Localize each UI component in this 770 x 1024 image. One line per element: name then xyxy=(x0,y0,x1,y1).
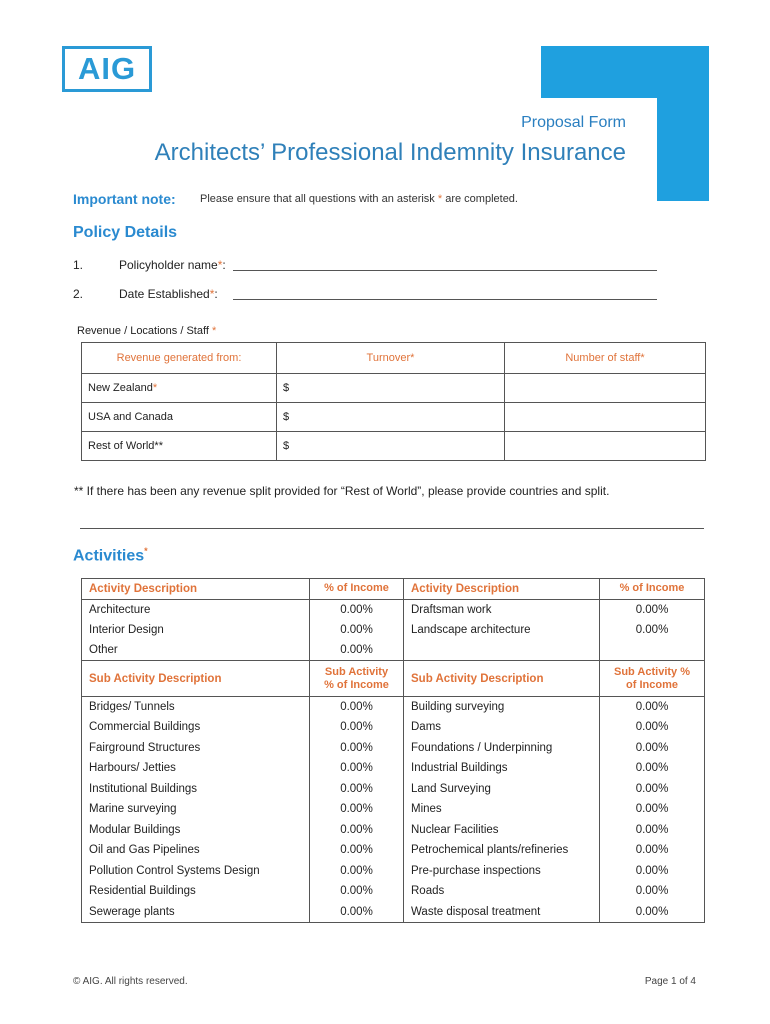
sub-activity-percent[interactable]: 0.00% xyxy=(310,881,404,902)
revenue-table xyxy=(81,342,706,461)
sub-activity-percent[interactable]: 0.00% xyxy=(600,840,705,861)
copyright: © AIG. All rights reserved. xyxy=(73,976,188,987)
activity-name: Interior Design xyxy=(82,620,310,641)
sub-activity-percent[interactable]: 0.00% xyxy=(600,820,705,841)
sub-activity-row xyxy=(82,840,705,861)
activity-percent[interactable]: 0.00% xyxy=(310,620,404,641)
sub-activity-percent[interactable]: 0.00% xyxy=(310,799,404,820)
region-name: Rest of World** xyxy=(82,432,277,461)
sub-activity-name: Nuclear Facilities xyxy=(404,820,600,841)
required-asterisk: * xyxy=(144,546,148,556)
sub-activity-name: Pre-purchase inspections xyxy=(404,861,600,882)
turnover-input[interactable]: $ xyxy=(277,432,505,461)
header-sub-activity-percent: Sub Activity % of Income xyxy=(310,661,404,697)
page-title: Architects’ Professional Indemnity Insurance xyxy=(154,139,626,166)
sub-activity-percent[interactable]: 0.00% xyxy=(600,881,705,902)
region-name: New Zealand xyxy=(88,382,153,394)
sub-activity-row xyxy=(82,902,705,923)
activity-percent[interactable]: 0.00% xyxy=(600,599,705,620)
sub-activity-name: Pollution Control Systems Design xyxy=(82,861,310,882)
empty-cell xyxy=(600,640,705,661)
sub-activity-name: Foundations / Underpinning xyxy=(404,738,600,759)
note-asterisk: * xyxy=(437,193,443,205)
sub-activity-row xyxy=(82,779,705,800)
activity-name: Other xyxy=(82,640,310,661)
staff-input[interactable] xyxy=(505,432,706,461)
activity-percent[interactable]: 0.00% xyxy=(310,599,404,620)
sub-activity-row xyxy=(82,881,705,902)
sub-activity-percent[interactable]: 0.00% xyxy=(310,758,404,779)
sub-activity-percent[interactable]: 0.00% xyxy=(600,861,705,882)
sub-activity-percent[interactable]: 0.00% xyxy=(600,717,705,738)
turnover-input[interactable]: $ xyxy=(277,374,505,403)
page-number: Page 1 of 4 xyxy=(644,976,696,987)
sub-activity-percent[interactable]: 0.00% xyxy=(310,820,404,841)
activity-name: Draftsman work xyxy=(404,599,600,620)
sub-activity-percent[interactable]: 0.00% xyxy=(600,902,705,923)
region-name: USA and Canada xyxy=(82,403,277,432)
date-established-label: Date Established xyxy=(119,287,210,301)
sub-activity-percent[interactable]: 0.00% xyxy=(310,861,404,882)
empty-cell xyxy=(404,640,600,661)
date-established-input[interactable] xyxy=(233,285,657,300)
form-subtitle: Proposal Form xyxy=(521,114,626,131)
important-note-text xyxy=(200,193,518,205)
activities-table xyxy=(81,578,705,923)
important-note-label: Important note: xyxy=(73,191,176,207)
header-sub-activity-description: Sub Activity Description xyxy=(82,661,310,697)
sub-activity-percent[interactable]: 0.00% xyxy=(600,697,705,718)
revenue-row-usa-canada xyxy=(82,403,706,432)
sub-activity-name: Mines xyxy=(404,799,600,820)
header-sub-activity-description: Sub Activity Description xyxy=(404,661,600,697)
sub-activity-row xyxy=(82,697,705,718)
sub-activity-name: Dams xyxy=(404,717,600,738)
brand-bracket-side xyxy=(657,46,709,201)
sub-activity-name: Sewerage plants xyxy=(82,902,310,923)
activity-header-row xyxy=(82,579,705,600)
note-text-before: Please ensure that all questions with an asterisk xyxy=(200,193,435,205)
sub-activity-row xyxy=(82,799,705,820)
sub-activity-name: Oil and Gas Pipelines xyxy=(82,840,310,861)
sub-activity-name: Residential Buildings xyxy=(82,881,310,902)
header-sub-activity-percent: Sub Activity % of Income xyxy=(600,661,705,697)
activity-name: Architecture xyxy=(82,599,310,620)
policyholder-name-input[interactable] xyxy=(233,256,657,271)
revenue-label-text: Revenue / Locations / Staff xyxy=(77,325,209,337)
label-colon: : xyxy=(222,258,226,272)
sub-activity-row xyxy=(82,758,705,779)
aig-logo: AIG xyxy=(62,46,152,92)
sub-activity-name: Building surveying xyxy=(404,697,600,718)
staff-input[interactable] xyxy=(505,374,706,403)
sub-activity-percent[interactable]: 0.00% xyxy=(310,697,404,718)
sub-activity-name: Fairground Structures xyxy=(82,738,310,759)
activities-title-text: Activities xyxy=(73,547,145,565)
activity-name: Landscape architecture xyxy=(404,620,600,641)
section-divider xyxy=(80,528,704,529)
region-cell xyxy=(82,374,277,403)
required-asterisk: * xyxy=(152,382,158,394)
sub-activity-percent[interactable]: 0.00% xyxy=(310,717,404,738)
sub-activity-header-row xyxy=(82,661,705,697)
turnover-input[interactable]: $ xyxy=(277,403,505,432)
activity-row xyxy=(82,620,705,641)
sub-activity-row xyxy=(82,820,705,841)
sub-activity-name: Modular Buildings xyxy=(82,820,310,841)
activity-percent[interactable]: 0.00% xyxy=(310,640,404,661)
required-asterisk: * xyxy=(217,258,223,272)
sub-activity-name: Bridges/ Tunnels xyxy=(82,697,310,718)
revenue-header-row xyxy=(82,343,706,374)
field-number: 1. xyxy=(73,258,84,272)
activity-percent[interactable]: 0.00% xyxy=(600,620,705,641)
sub-activity-name: Land Surveying xyxy=(404,779,600,800)
field-number: 2. xyxy=(73,287,84,301)
required-asterisk: * xyxy=(211,325,217,337)
header-turnover: Turnover* xyxy=(277,343,505,374)
policyholder-name-label: Policyholder name xyxy=(119,258,218,272)
sub-activity-name: Industrial Buildings xyxy=(404,758,600,779)
activity-row xyxy=(82,640,705,661)
activities-title xyxy=(73,546,148,565)
sub-activity-name: Petrochemical plants/refineries xyxy=(404,840,600,861)
sub-activity-name: Commercial Buildings xyxy=(82,717,310,738)
sub-activity-percent[interactable]: 0.00% xyxy=(310,840,404,861)
header-percent-income: % of Income xyxy=(600,579,705,600)
sub-activity-percent[interactable]: 0.00% xyxy=(310,902,404,923)
activity-row xyxy=(82,599,705,620)
policy-details-title: Policy Details xyxy=(73,224,178,241)
sub-activity-percent[interactable]: 0.00% xyxy=(600,738,705,759)
sub-activity-row xyxy=(82,717,705,738)
sub-activity-row xyxy=(82,861,705,882)
header-activity-description: Activity Description xyxy=(82,579,310,600)
sub-activity-name: Marine surveying xyxy=(82,799,310,820)
header-percent-income: % of Income xyxy=(310,579,404,600)
sub-activity-name: Roads xyxy=(404,881,600,902)
revenue-section-label xyxy=(77,325,216,337)
sub-activity-percent[interactable]: 0.00% xyxy=(310,779,404,800)
header-number-of-staff: Number of staff* xyxy=(505,343,706,374)
label-colon: : xyxy=(214,287,218,301)
revenue-footnote: ** If there has been any revenue split provided for “Rest of World”, please provide countries and split. xyxy=(74,484,610,498)
sub-activity-percent[interactable]: 0.00% xyxy=(310,738,404,759)
sub-activity-name: Harbours/ Jetties xyxy=(82,758,310,779)
sub-activity-percent[interactable]: 0.00% xyxy=(600,779,705,800)
header-revenue-from: Revenue generated from: xyxy=(82,343,277,374)
header-activity-description: Activity Description xyxy=(404,579,600,600)
note-text-after: are completed. xyxy=(445,193,518,205)
sub-activity-name: Waste disposal treatment xyxy=(404,902,600,923)
revenue-row-new-zealand xyxy=(82,374,706,403)
sub-activity-name: Institutional Buildings xyxy=(82,779,310,800)
sub-activity-row xyxy=(82,738,705,759)
required-asterisk: * xyxy=(209,287,215,301)
sub-activity-percent[interactable]: 0.00% xyxy=(600,758,705,779)
sub-activity-percent[interactable]: 0.00% xyxy=(600,799,705,820)
revenue-row-rest-of-world xyxy=(82,432,706,461)
staff-input[interactable] xyxy=(505,403,706,432)
